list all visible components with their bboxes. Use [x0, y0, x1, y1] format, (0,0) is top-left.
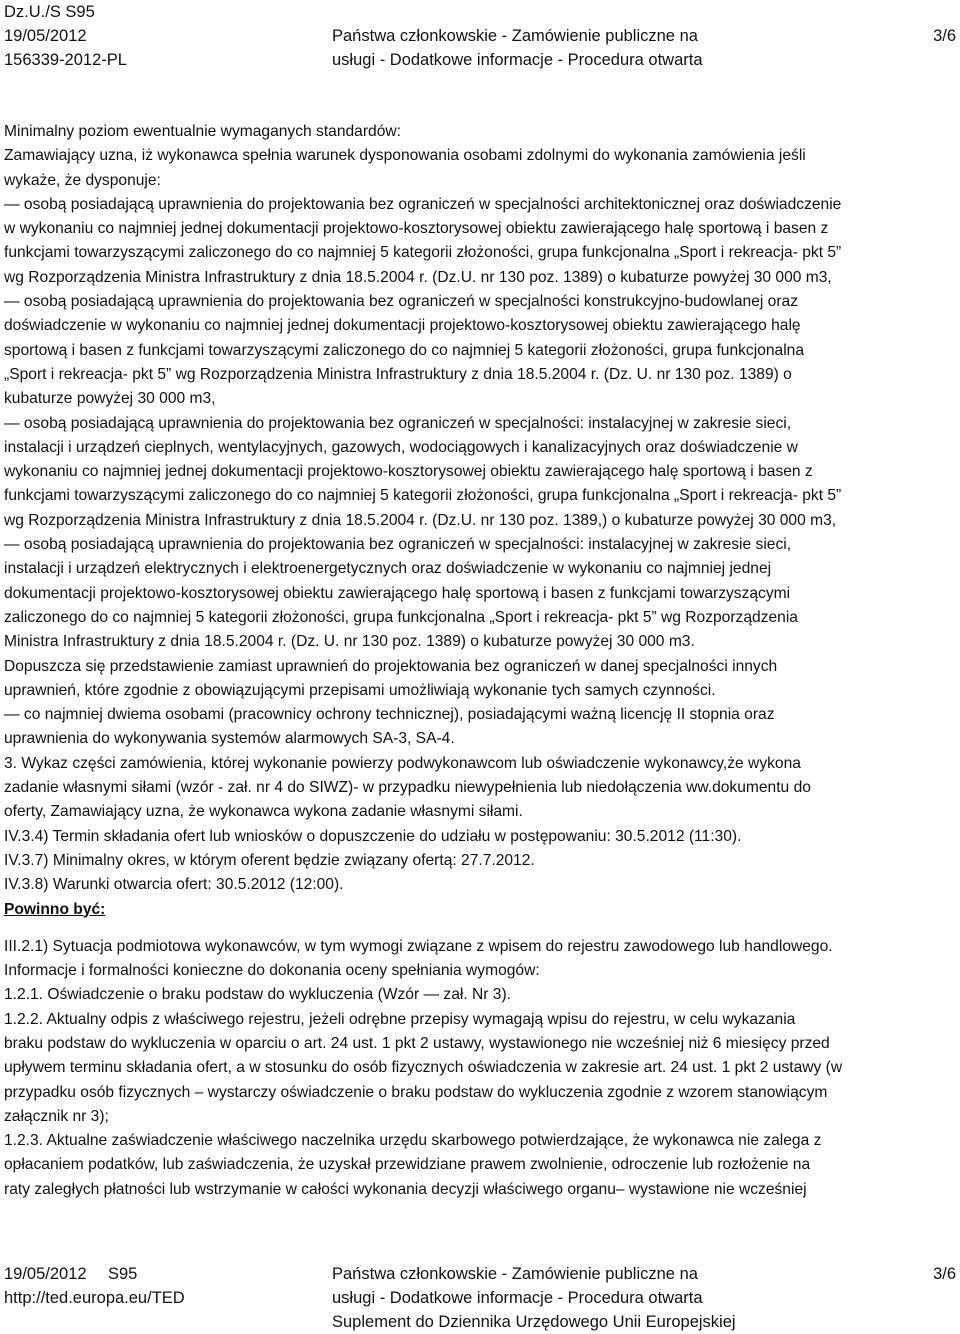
text-line: zaliczonego do co najmniej 5 kategorii złożoności, grupa funkcjonalna „Sport i rekreacja- pkt 5” wg Rozporządzenia: [4, 608, 798, 626]
text-line: wykonaniu co najmniej jednej dokumentacji projektowo-kosztorysowej obiektu zawierającego halę sportową i basen z: [4, 463, 813, 481]
header-page-number: 3/6: [933, 27, 956, 45]
text-line: braku podstaw do wykluczenia w oparciu o art. 24 ust. 1 pkt 2 ustawy, wystawionego nie wcześniej niż 6 miesięcy przed: [4, 1034, 830, 1052]
paragraph-block-current: [4, 120, 956, 898]
footer-page-number: 3/6: [933, 1265, 956, 1283]
text-line: funkcjami towarzyszącymi zaliczonego do co najmniej 5 kategorii złożoności, grupa funkcjonalna „Sport i rekreacja- pkt 5”: [4, 487, 842, 505]
notice-number: 156339-2012-PL: [4, 51, 127, 69]
text-line: Zamawiający uzna, iż wykonawca spełnia warunek dysponowania osobami zdolnymi do wykonania zamówienia jeśli: [4, 147, 806, 165]
text-line: — osobą posiadającą uprawnienia do projektowania bez ograniczeń w specjalności architektonicznej oraz doświadczenie: [4, 195, 842, 213]
header-title-line1: Państwa członkowskie - Zamówienie publiczne na: [332, 27, 698, 45]
text-line: wg Rozporządzenia Ministra Infrastruktury z dnia 18.5.2004 r. (Dz.U. nr 130 poz. 1389,) o kubaturze powyżej 30 000 m3,: [4, 511, 837, 529]
text-line: opłacaniem podatków, lub zaświadczenia, że uzyskał przewidziane prawem zwolnienie, odroczenie lub rozłożenie na: [4, 1156, 811, 1174]
text-line: IV.3.7) Minimalny okres, w którym oferent będzie związany ofertą: 27.7.2012.: [4, 851, 535, 869]
header-title-line2: usługi - Dodatkowe informacje - Procedura otwarta: [332, 51, 703, 69]
text-line: w wykonaniu co najmniej jednej dokumentacji projektowo-kosztorysowej obiektu zawierającego halę sportową i basen z: [4, 220, 829, 238]
text-line: Dopuszcza się przedstawienie zamiast uprawnień do projektowania bez ograniczeń w danej specjalności innych: [4, 657, 778, 675]
footer-title-line2: usługi - Dodatkowe informacje - Procedura otwarta: [332, 1289, 703, 1307]
text-line: kubaturze powyżej 30 000 m3,: [4, 390, 216, 408]
text-line: wykaże, że dysponuje:: [4, 171, 161, 189]
footer-title: [332, 1262, 736, 1334]
text-line: IV.3.8) Warunki otwarcia ofert: 30.5.2012 (12:00).: [4, 876, 344, 894]
document-body: [4, 120, 956, 1202]
text-line: — osobą posiadającą uprawnienia do projektowania bez ograniczeń w specjalności: instalacyjnej w zakresie sieci,: [4, 414, 792, 432]
text-line: wg Rozporządzenia Ministra Infrastruktury z dnia 18.5.2004 r. (Dz.U. nr 130 poz. 1389) o kubaturze powyżej 30 000 m3,: [4, 268, 832, 286]
text-line: przypadku osób fizycznych – wystarczy oświadczenie o braku podstaw do wykluczenia zgodnie z wzorem stanowiącym: [4, 1083, 828, 1101]
footer-title-line1: Państwa członkowskie - Zamówienie publiczne na: [332, 1265, 698, 1283]
header-left: [4, 0, 127, 72]
text-line: upływem terminu składania ofert, a w stosunku do osób fizycznych oświadczenia w zakresie art. 24 ust. 1 pkt 2 ustawy (w: [4, 1059, 843, 1077]
text-line: Informacje i formalności konieczne do dokonania oceny spełniania wymogów:: [4, 962, 540, 980]
text-line: uprawnień, które zgodnie z obowiązującymi przepisami umożliwiają wykonanie tych samych czynności.: [4, 681, 716, 699]
text-line: III.2.1) Sytuacja podmiotowa wykonawców, w tym wymogi związane z wpisem do rejestru zawodowego lub handlowego.: [4, 937, 833, 955]
text-line: sportową i basen z funkcjami towarzyszącymi zaliczonego do co najmniej 5 kategorii złożoności, grupa funkcjonalna: [4, 341, 805, 359]
text-line: raty zaległych płatności lub wstrzymanie w całości wykonania decyzji właściwego organu– wystawione nie wcześniej: [4, 1180, 807, 1198]
text-line: — osobą posiadającą uprawnienia do projektowania bez ograniczeń w specjalności konstrukcyjno-budowlanej oraz: [4, 293, 799, 311]
footer-date: 19/05/2012: [4, 1265, 87, 1283]
footer-title-line3: Suplement do Dziennika Urzędowego Unii Europejskiej: [332, 1313, 736, 1331]
text-line: instalacji i urządzeń elektrycznych i elektroenergetycznych oraz doświadczenie w wykonaniu co najmniej jednej: [4, 560, 772, 578]
text-line: Minimalny poziom ewentualnie wymaganych standardów:: [4, 123, 401, 140]
text-line: zadanie własnymi siłami (wzór - zał. nr 4 do SIWZ)- w przypadku niewypełnienia lub niedołączenia ww.dokumentu do: [4, 779, 811, 797]
text-line: — osobą posiadającą uprawnienia do projektowania bez ograniczeń w specjalności: instalacyjnej w zakresie sieci,: [4, 536, 792, 554]
header-title: [332, 0, 703, 72]
text-line: załącznik nr 3);: [4, 1107, 109, 1125]
text-line: — co najmniej dwiema osobami (pracownicy ochrony technicznej), posiadającymi ważną licencję II stopnia oraz: [4, 706, 775, 724]
footer-right: [933, 1262, 956, 1286]
footer-left: [4, 1262, 185, 1310]
ted-link[interactable]: http://ted.europa.eu/TED: [4, 1289, 185, 1307]
page-header: [0, 0, 960, 72]
text-line: 1.2.2. Aktualny odpis z właściwego rejestru, jeżeli odrębne przepisy wymagają wpisu do rejestru, w celu wykazania: [4, 1010, 796, 1028]
text-line: doświadczenie w wykonaniu co najmniej jednej dokumentacji projektowo-kosztorysowej obiektu zawierającego halę: [4, 317, 801, 335]
journal-reference: Dz.U./S S95: [4, 3, 95, 21]
text-line: IV.3.4) Termin składania ofert lub wniosków o dopuszczenie do udziału w postępowaniu: 30.5.2012 (11:30).: [4, 827, 742, 845]
header-right: [933, 0, 956, 48]
section-heading: Powinno być:: [4, 900, 106, 918]
footer-series: S95: [108, 1265, 138, 1283]
text-line: 3. Wykaz części zamówienia, której wykonanie powierzy podwykonawcom lub oświadczenie wykonawcy,że wykona: [4, 754, 801, 772]
text-line: dokumentacji projektowo-kosztorysowej obiektu zawierającego halę sportową i basen z funkcjami towarzyszącymi: [4, 584, 791, 602]
text-line: funkcjami towarzyszącymi zaliczonego do co najmniej 5 kategorii złożoności, grupa funkcjonalna „Sport i rekreacja- pkt 5”: [4, 244, 842, 262]
text-line: uprawnienia do wykonywania systemów alarmowych SA-3, SA-4.: [4, 730, 455, 748]
text-line: „Sport i rekreacja- pkt 5” wg Rozporządzenia Ministra Infrastruktury z dnia 18.5.2004 r. (Dz. U. nr 130 poz. 1389) o: [4, 365, 792, 383]
header-date: 19/05/2012: [4, 27, 87, 45]
text-line: 1.2.1. Oświadczenie o braku podstaw do wykluczenia (Wzór — zał. Nr 3).: [4, 986, 512, 1004]
text-line: 1.2.3. Aktualne zaświadczenie właściwego naczelnika urzędu skarbowego potwierdzające, że wykonawca nie zalega z: [4, 1132, 822, 1150]
text-line: instalacji i urządzeń cieplnych, wentylacyjnych, gazowych, wodociągowych i kanalizacyjnych oraz doświadczenie w: [4, 438, 798, 456]
text-line: oferty, Zamawiający uzna, że wykonawca wykona zadanie własnymi siłami.: [4, 803, 523, 821]
paragraph-block-corrected: [4, 935, 956, 1202]
text-line: Ministra Infrastruktury z dnia 18.5.2004 r. (Dz. U. nr 130 poz. 1389) o kubaturze powyżej 30 000 m3.: [4, 633, 695, 651]
page-footer: [0, 1262, 960, 1334]
